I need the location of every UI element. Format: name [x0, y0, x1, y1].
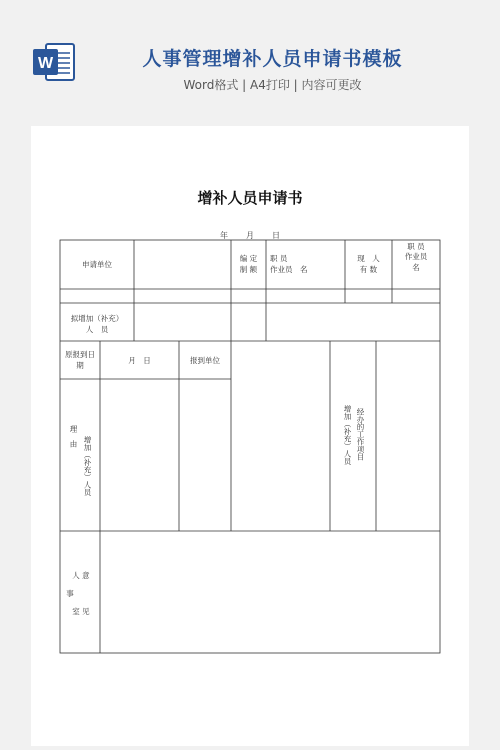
date-year: 年: [220, 231, 228, 240]
date-month: 月: [246, 231, 254, 240]
report-unit-label: 报到单位: [190, 356, 220, 365]
hr-opinion-line3: 室 见: [72, 607, 90, 616]
document-title: 增补人员申请书: [197, 189, 303, 207]
reason-label-line1: 增加（补充）人员: [83, 436, 92, 496]
work-items-label-line2: 增加（补充）人员: [343, 405, 352, 465]
quota-label-line2: 制 额: [239, 265, 258, 274]
report-date-label-line2: 期: [76, 361, 84, 370]
staff-label-line1: 职 员: [270, 254, 288, 263]
add-staff-label-line1: 拟增加（补充）: [70, 314, 124, 323]
add-staff-label-line2: 人 员: [85, 325, 109, 334]
staff-label-line2: 作业员 名: [270, 265, 308, 274]
hr-opinion-line2: 事: [66, 589, 74, 598]
hr-opinion-line1: 人 意: [72, 571, 90, 580]
page-title: 人事管理增补人员申请书模板: [142, 48, 403, 70]
current-label-line2: 有 数: [359, 265, 378, 274]
staff2-label-line1: 职 员: [407, 242, 425, 251]
svg-text:W: W: [37, 55, 54, 72]
month-day-label: 月 日: [128, 356, 151, 365]
report-date-label-line1: 原报到日: [65, 350, 95, 359]
date-day: 日: [272, 231, 280, 240]
staff2-label-line2: 作业员: [404, 252, 428, 261]
quota-label-line1: 编 定: [239, 254, 258, 263]
staff2-label-line3: 名: [412, 263, 420, 272]
reason-label-line2: 理 由: [69, 425, 78, 448]
apply-unit-label: 申请单位: [82, 260, 112, 269]
work-items-label-line1: 经办的工作项目: [356, 408, 365, 461]
current-label-line1: 现 人: [357, 254, 380, 263]
page-subtitle: Word格式 | A4打印 | 内容可更改: [183, 78, 362, 92]
